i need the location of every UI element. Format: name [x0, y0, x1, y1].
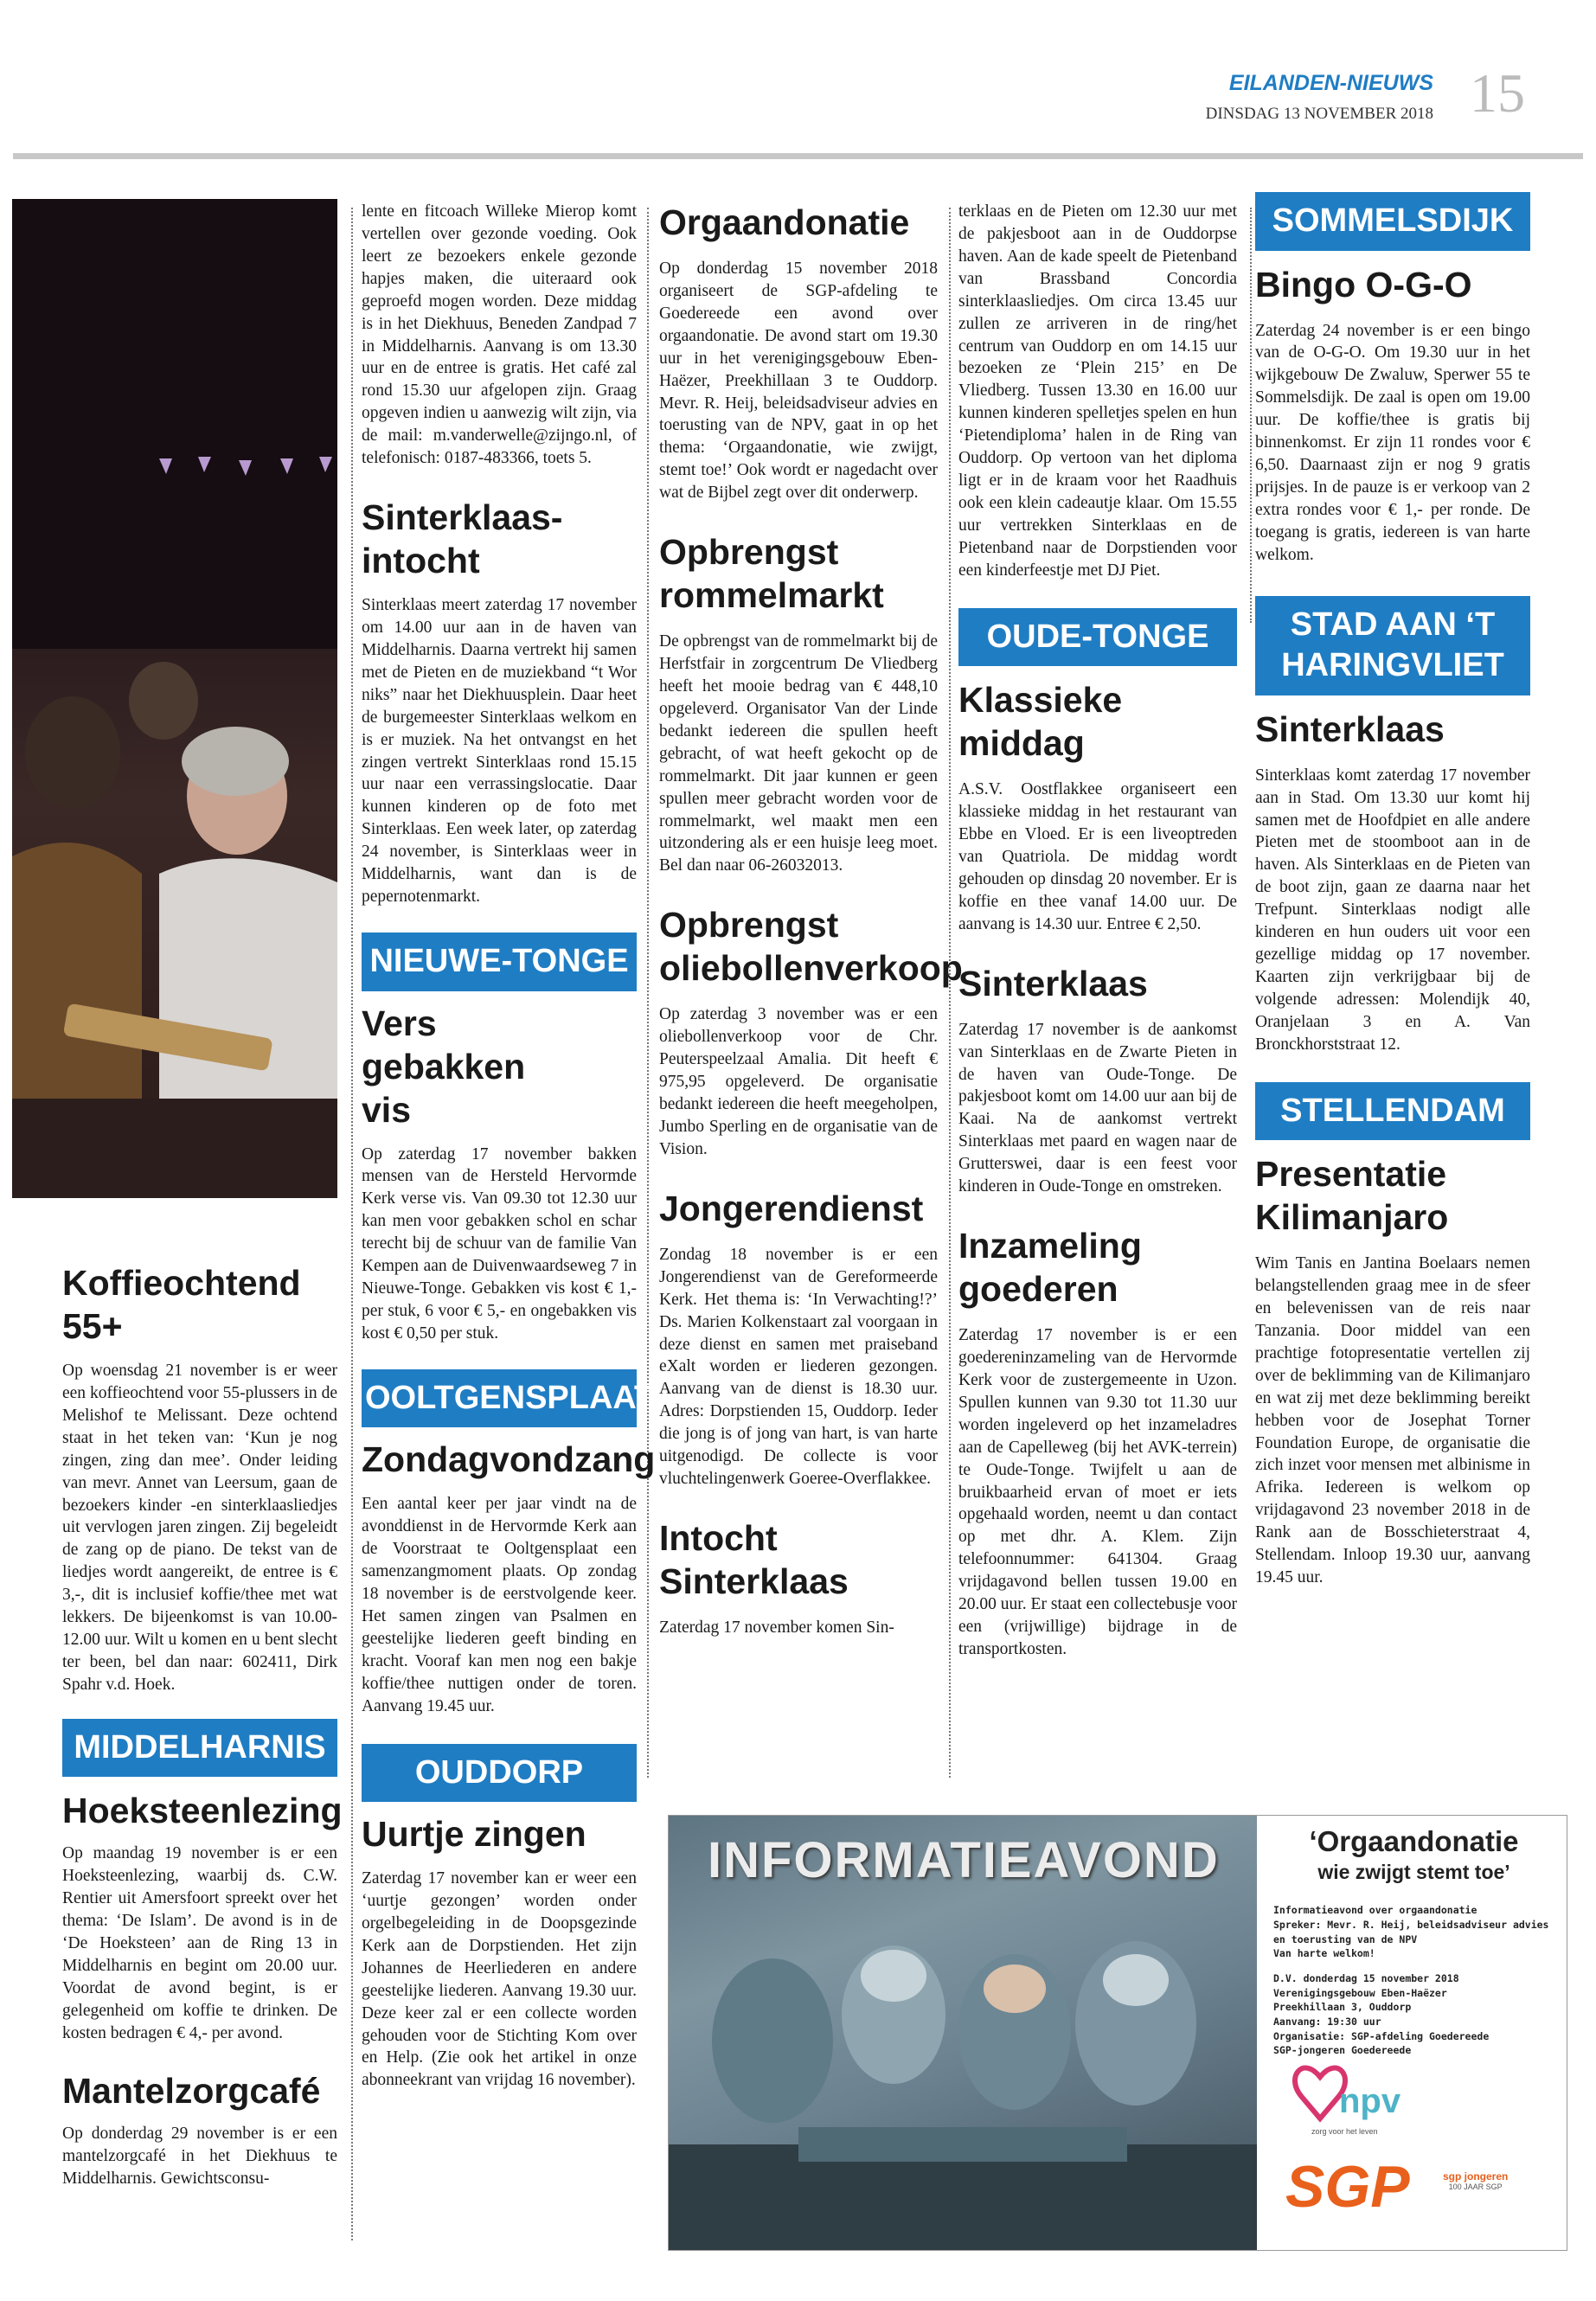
ad-date-line: Aanvang: 19:30 uur — [1273, 2016, 1381, 2028]
article-body: Zaterdag 24 november is er een bingo van de O-G-O. Om 19.30 uur in het wijkgebouw De Zwaluw, Sperwer 55 te Sommelsdijk. De zaal is open om 19.00 uur. De koffie/thee is gratis bij binnenkomst. Er zijn 11 rondes voor € 6,50. Daarnaast zijn er nog 9 gratis prijsjes. In de pauze is er verkoop van 2 extra rondes voor € 1,- per ronde. De toegang is gratis, iedereen is van harte welkom. — [1255, 321, 1530, 564]
newspaper-name: EILANDEN-NIEUWS — [1228, 71, 1433, 95]
ad-info-line: Van harte welkom! — [1273, 1947, 1375, 1960]
article-body: Zondag 18 november is er een Jongerendienst van de Gereformeerde Kerk. Het thema is: ‘In Verwachting!?’ Ds. Marien Kolkenstaart zal voorgaan in deze dienst en samen met praiseband eXalt worden er liederen gezongen. Aanvang van de dienst is 18.30 uur. Adres: Dorpstienden 15, Ouddorp. Ieder die jong is of jong van hart, is van harte uitgenodigd. De collecte is voor vluchtelingenwerk Goeree-Overflakkee. — [659, 1245, 938, 1489]
column-3 — [659, 201, 963, 1639]
article-title: Presentatie Kilimanjaro — [1255, 1154, 1449, 1238]
sgp-jongeren-logo — [1443, 2170, 1508, 2191]
article-body: Op zaterdag 17 november bakken mensen van de Hersteld Hervormde Kerk verse vis. Van 09.30 tot 12.30 uur kan men voor gebakken schol en schar terecht bij de schuur van de familie Van Kempen aan de Duivenwaardseweg 7 in Nieuwe-Tonge. Gebakken vis kost € 1,- per stuk, 6 voor € 5,- en ongebakken vis kost € 0,50 per stuk. — [362, 1144, 637, 1343]
article-body: Zaterdag 17 november is er een goedereninzameling van de Hervormde Kerk voor de zustergemeente in Uzon. Spullen kunnen van 9.30 tot 11.30 uur worden ingeleverd op het inzameladres aan de Capelleweg (bij het AVK-terrein) te Oude-Tonge. Twijfelt u aan de bruikbaarheid ervan of moet er iets opgehaald worden, neemt u dan contact op met dhr. A. Klem. Zijn telefoonnummer: 641304. Graag vrijdagavond bellen tussen 19.00 en 20.00 uur. Er staat een collectebusje voor een (vrijwillige) bijdrage in de transportkosten. — [958, 1326, 1237, 1658]
region-header-ouddorp: OUDDORP — [362, 1744, 637, 1803]
article-title: Jongerendienst — [659, 1188, 924, 1228]
article-body: De opbrengst van de rommelmarkt bij de Herfstfair in zorgcentrum De Vliedberg heeft het mooie bedrag van € 448,10 opgeleverd. Organisator Van der Linde bedankt iedereen die spullen heeft gebracht, of wat heeft gekocht op de rommelmarkt. Dit jaar kunnen er geen spullen meer gebracht worden voor de rommelmarkt, wel maakt men een uitzondering als er een huisje leeg moet. Bel dan naar 06-26032013. — [659, 632, 938, 875]
article-title: Hoeksteenlezing — [62, 1791, 343, 1831]
article-body: Sinterklaas meert zaterdag 17 november om 14.00 uur aan in de haven van Middelharnis. Daarna vertrekt hij samen met de Pieten en de muziekband “t Wor niks” naar het Diekhuusplein. Daar heet de burgemeester Sinterklaas welkom en is er muziek. Na het ontvangst en het zingen vertrekt Sinterklaas rond 15.15 uur naar een verrassingslocatie. Daar kunnen kinderen op de foto met Sinterklaas. Een week later, op zaterdag 24 november, is Sinterklaas weer in Middelharnis, want dan is de pepernotenmarkt. — [362, 596, 637, 907]
column-5 — [1255, 192, 1530, 1589]
article-title: Zondagvondzang — [362, 1439, 656, 1480]
sgp-jongeren-tagline: 100 JAAR SGP — [1448, 2182, 1503, 2191]
article-body: terklaas en de Pieten om 12.30 uur met de pakjesboot aan in de Ouddorpse haven. Aan de kade speelt de Pietenband van Brassband Concordia sinterklaasliedjes. Om circa 13.45 uur zullen ze arriveren in de ring/het centrum van Ouddorp en om 14.15 uur bezoeken ze ‘Plein 215’ en De Vliedberg. Tussen 13.30 en 16.00 uur kunnen kinderen spelletjes spelen en hun ‘Pietendiploma’ halen in de Ring van Ouddorp. Op vertoon van het diploma ligt er in de kraam voor het Raadhuis ook een klein cadeautje klaar. Om 15.55 uur vertrekken Sinterklaas en de Pietenband naar de Dorpstienden voor een kinderfeestje met DJ Piet. — [958, 202, 1237, 580]
advertisement — [668, 1815, 1567, 2251]
article-title: Opbrengst oliebollenverkoop — [659, 905, 963, 989]
ad-date-line: Preekhillaan 3, Ouddorp — [1273, 2001, 1412, 2014]
ad-date-line: D.V. donderdag 15 november 2018 — [1273, 1971, 1459, 1984]
article-title: Intocht Sinterklaas — [659, 1517, 849, 1601]
issue-date: DINSDAG 13 NOVEMBER 2018 — [1205, 105, 1433, 123]
npv-logo — [1285, 2051, 1407, 2146]
region-header-sommelsdijk: SOMMELSDIJK — [1255, 192, 1530, 251]
article-title: Inzameling goederen — [958, 1226, 1142, 1310]
column-divider — [351, 208, 353, 2240]
article-body: Een aantal keer per jaar vindt na de avonddienst in de Hervormde Kerk aan de Voorstraat te Ooltgensplaat een samenzangmoment plaats. Op zondag 18 november is de eerstvolgende keer. Het samen zingen van Psalmen en geestelijke liederen geeft binding en kracht. Vooraf kan men nog een bakje koffie/thee nuttigen onder de toren. Aanvang 19.45 uur. — [362, 1495, 637, 1715]
sgp-logo: SGP — [1285, 2154, 1410, 2220]
ad-date-line: Verenigingsgebouw Eben-Haëzer — [1273, 1986, 1447, 1999]
column-1 — [62, 1261, 343, 2189]
region-header-middelharnis: MIDDELHARNIS — [62, 1719, 337, 1778]
article-body: Op zaterdag 3 november was er een oliebollenverkoop voor de Chr. Peuterspeelzaal Amalia. Dit heeft € 975,95 opgeleverd. De organisatie bedankt iedereen die heeft meegeholpen, Jumbo Sperling en de organisatie van de Vision. — [659, 1005, 938, 1158]
ad-headline: ‘Orgaandonatie — [1309, 1825, 1519, 1857]
article-body: lente en fitcoach Willeke Mierop komt vertellen over gezonde voeding. Ook leert ze bezoekers enkele gezonde hapjes maken, die uiteraard ook geproefd mogen worden. Deze middag is in het Diekhuus, Beneden Zandpad 7 in Middelharnis. Aanvang is om 13.30 uur en de entree is gratis. Het café zal rond 15.30 uur afgelopen zijn. Graag opgeven indien u aanwezig wilt zijn, via de mail: m.vanderwelle@zijngo.nl, of telefonisch: 0187-483366, toets 5. — [362, 202, 637, 468]
npv-tagline: zorg voor het leven — [1311, 2127, 1378, 2136]
sgp-jongeren-logo-text: sgp jongeren — [1443, 2170, 1509, 2182]
article-title: Bingo O-G-O — [1255, 264, 1472, 304]
header-rule — [13, 153, 1583, 159]
ad-date-line: SGP-jongeren Goedereede — [1273, 2044, 1412, 2057]
ad-subheadline: wie zwijgt stemt toe’ — [1317, 1861, 1510, 1884]
article-title: Vers gebakken vis — [362, 1003, 526, 1130]
article-title: Opbrengst rommelmarkt — [659, 532, 884, 616]
article-body: Sinterklaas komt zaterdag 17 november aan in Stad. Om 13.30 uur komt hij samen met de Hoofdpiet en alle andere Pieten met de stoomboot aan in de haven. Als Sinterklaas en de Pieten van de boot zijn, gaan ze daarna naar het Trefpunt. Sinterklaas nodigt alle kinderen en hun ouders uit voor een gezellige middag op 17 november. Kaarten zijn verkrijgbaar bij de volgende adressen: Molendijk 40, Oranjelaan 3 en A. Van Bronckhorststraat 12. — [1255, 766, 1530, 1054]
page-number: 15 — [1470, 62, 1525, 124]
ad-info-panel — [1261, 1816, 1567, 2250]
npv-logo-text: npv — [1339, 2082, 1401, 2120]
article-title: Sinterklaas — [1255, 708, 1445, 749]
article-body: Op woensdag 21 november is er weer een koffieochtend voor 55-plussers in de Melishof te Melissant. Deze ochtend staat in het teken van: ‘Kun je nog zingen, zing dan mee’. Onder leiding van mevr. Annet van Leersum, gaan de bezoekers kinder -en sinterklaasliedjes uit vervlogen jaren zingen. Zij begeleidt de zang op de piano. De tekst van de liedjes wordt aangereikt, de entree is € 3,-, dit is inclusief koffie/thee met wat lekkers. De bijeenkomst is van 10.00-12.00 uur. Wilt u komen en u bent slecht ter been, bel dan naar: 602411, Dirk Spahr v.d. Hoek. — [62, 1362, 337, 1694]
article-body: Zaterdag 17 november kan er weer een ‘uurtje gezongen’ worden onder orgelbegeleiding in de Doopsgezinde Kerk aan de Dorpstienden. Het zijn Johannes de Heerliederen en andere geestelijke liederen. Aanvang 19.30 uur. Deze keer zal er een collecte worden gehouden voor de Stichting Kom over en Help. (Zie ook het artikel in onze abonneekrant van vrijdag 16 november). — [362, 1869, 637, 2090]
region-header-stellendam: STELLENDAM — [1255, 1082, 1530, 1141]
ad-info-line: Informatieavond over orgaandonatie — [1273, 1904, 1477, 1917]
article-title: Klassieke middag — [958, 680, 1123, 764]
surgery-photo — [669, 1816, 1257, 2250]
ad-info-line: Spreker: Mevr. R. Heij, beleidsadviseur advies en toerusting van de NPV — [1273, 1918, 1549, 1945]
ad-banner-title: INFORMATIEAVOND — [708, 1832, 1220, 1888]
article-title: Uurtje zingen — [362, 1814, 586, 1855]
region-header-stad-aan-t-haringvliet: STAD AAN ‘T HARINGVLIET — [1255, 596, 1530, 695]
article-body: A.S.V. Oostflakkee organiseert een klassieke middag in het restaurant van Ebbe en Vloed. Er is een liveoptreden van Quatriola. De middag wordt gehouden op dinsdag 20 november. Er is koffie en thee vanaf 14.00 uur. De aanvang is 14.30 uur. Entree € 2,50. — [958, 780, 1237, 933]
article-title: Sinterklaas — [958, 963, 1148, 1003]
article-body: Op donderdag 29 november is er een mantelzorgcafé in het Diekhuus te Middelharnis. Gewichtsconsu- — [62, 2124, 337, 2188]
article-body: Zaterdag 17 november is de aankomst van Sinterklaas en de Zwarte Pieten in de haven van Oude-Tonge. De pakjesboot komt om 14.00 uur aan bij de Kaai. Na de aankomst vertrekt Sinterklaas met paard en wagen naar de Grutterswei, daar is een feest voor kinderen in Oude-Tonge en omstreken. — [958, 1020, 1237, 1196]
article-body: Op donderdag 15 november 2018 organiseert de SGP-afdeling te Goedereede een avond over orgaandonatie. De avond start om 19.30 uur in het verenigingsgebouw Eben-Haëzer, Preekhillaan 3 te Ouddorp. Mevr. R. Heij, beleidsadviseur advies en toerusting van de NPV, gaat in op het thema: ‘Orgaandonatie, wie zwijgt, stemt toe!’ Ook wordt er nagedacht over wat de Bijbel zegt over dit onderwerp. — [659, 260, 938, 503]
article-body: Op maandag 19 november is er een Hoeksteenlezing, waarbij ds. C.W. Rentier uit Amersfoort spreekt over het thema: ‘De Islam’. De avond is in de ‘De Hoeksteen’ aan de Ring 13 in Middelharnis en begint om 20.00 uur. Voordat de avond begint, is er gelegenheid om koffie te drinken. De kosten bedragen € 4,- per avond. — [62, 1844, 337, 2042]
article-title: Mantelzorgcafé — [62, 2070, 321, 2111]
article-body: Wim Tanis en Jantina Boelaars nemen belangstellenden graag mee in de sfeer en belevenissen van de reis naar Tanzania. Door middel van een prachtige fotopresentatie vertellen zij over de beklimming van de Kilimanjaro en wat zij met deze beklimming bereikt hebben voor de Josephat Torner Foundation Europe, de organisatie die zich inzet voor mensen met albinisme in Afrika. Iedereen is welkom op vrijdagavond 23 november 2018 in de Rank aan de Bosschieterstraat 4, Stellendam. Inloop 19.30 uur, aanvang 19.45 uur. — [1255, 1254, 1530, 1587]
column-divider — [647, 208, 649, 1778]
article-title: Koffieochtend 55+ — [62, 1263, 301, 1347]
article-title: Orgaandonatie — [659, 202, 910, 242]
column-divider — [1250, 208, 1252, 623]
column-4 — [958, 201, 1237, 1661]
column-2 — [362, 201, 656, 2092]
article-title: Sinterklaas-intocht — [362, 497, 563, 581]
column-divider — [949, 208, 951, 1778]
concert-photo — [12, 199, 337, 1198]
article-body: Zaterdag 17 november komen Sin- — [659, 1618, 894, 1637]
region-header-oude-tonge: OUDE-TONGE — [958, 608, 1237, 667]
region-header-ooltgensplaat: OOLTGENSPLAAT — [362, 1369, 637, 1428]
region-header-nieuwe-tonge: NIEUWE-TONGE — [362, 933, 637, 991]
ad-date-line: Organisatie: SGP-afdeling Goedereede — [1273, 2029, 1490, 2042]
